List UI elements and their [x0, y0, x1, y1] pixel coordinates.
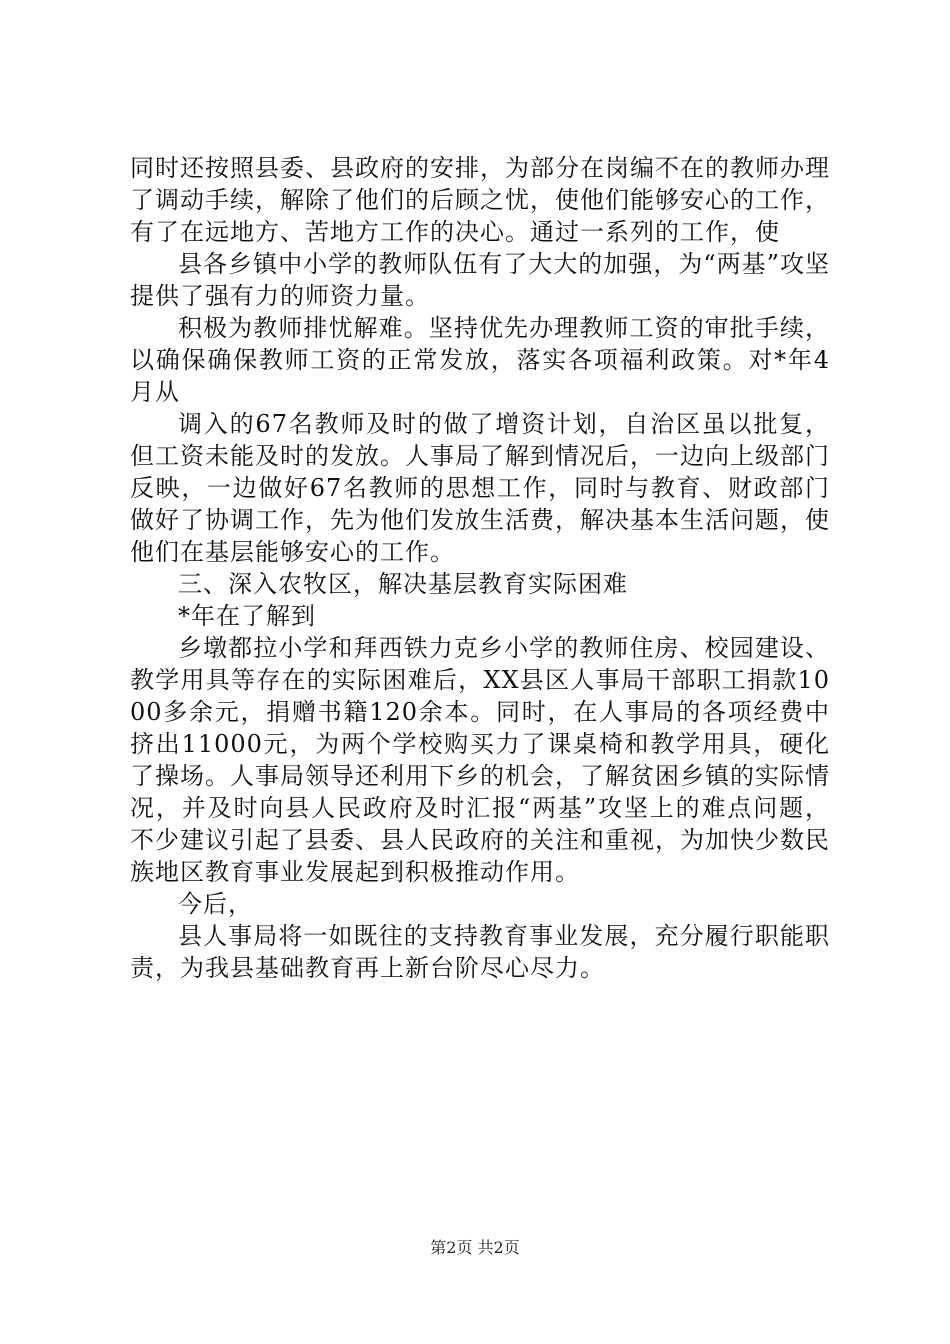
- page-footer: 第2页 共2页: [430, 1238, 520, 1257]
- paragraph-9: 县人事局将一如既往的支持教育事业发展，充分履行职能职责，为我县基础教育再上新台阶尽心尽力。: [130, 922, 830, 982]
- paragraph-3: 积极为教师排忧解难。坚持优先办理教师工资的审批手续，以确保确保教师工资的正常发放，落实各项福利政策。对*年4月从: [130, 314, 830, 406]
- paragraph-6: *年在了解到: [178, 602, 316, 630]
- paragraph-1: 同时还按照县委、县政府的安排，为部分在岗编不在的教师办理了调动手续，解除了他们的后顾之忧，使他们能够安心的工作，有了在远地方、苦地方工作的决心。通过一系列的工作，使: [130, 154, 830, 246]
- section-heading: 三、深入农牧区，解决基层教育实际困难: [178, 570, 628, 598]
- paragraph-4: 调入的67名教师及时的做了增资计划，自治区虽以批复，但工资未能及时的发放。人事局了解到情况后，一边向上级部门反映，一边做好67名教师的思想工作，同时与教育、财政部门做好了协调工作，先为他们发放生活费，解决基本生活问题，使他们在基层能够安心的工作。: [130, 410, 830, 566]
- paragraph-2: 县各乡镇中小学的教师队伍有了大大的加强，为“两基”攻坚提供了强有力的师资力量。: [130, 250, 830, 310]
- paragraph-7: 乡墩都拉小学和拜西铁力克乡小学的教师住房、校园建设、教学用具等存在的实际困难后，XX县区人事局干部职工捐款1000多余元，捐赠书籍120余本。同时，在人事局的各项经费中挤出11000元，为两个学校购买力了课桌椅和教学用具，硬化了操场。人事局领导还利用下乡的机会，了解贫困乡镇的实际情况，并及时向县人民政府及时汇报“两基”攻坚上的难点问题，不少建议引起了县委、县人民政府的关注和重视，为加快少数民族地区教育事业发展起到积极推动作用。: [130, 634, 830, 886]
- paragraph-8: 今后，: [178, 890, 253, 918]
- document-body: [130, 152, 830, 984]
